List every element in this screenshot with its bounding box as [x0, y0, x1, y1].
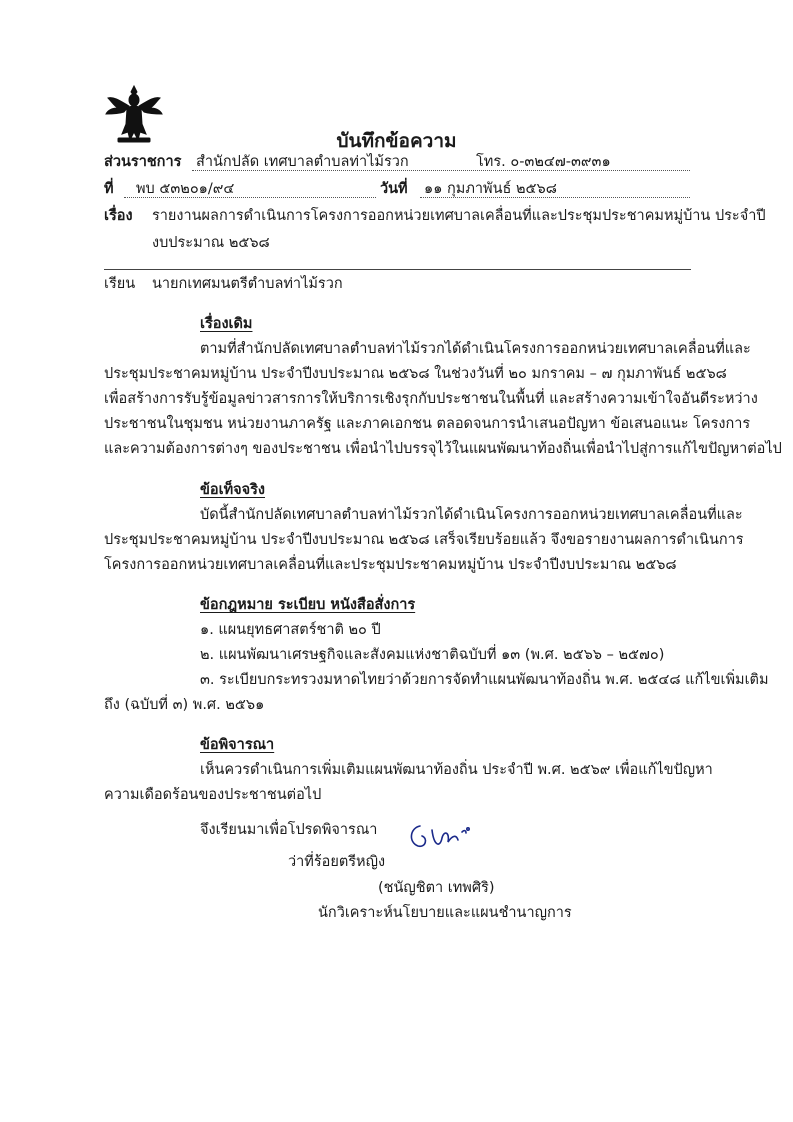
- reference-dotted-line: [124, 197, 376, 198]
- law-item: ๒. แผนพัฒนาเศรษฐกิจและสังคมแห่งชาติฉบับที่ ๑๓ (พ.ศ. ๒๕๖๖ – ๒๕๗๐): [200, 647, 665, 663]
- consideration-heading: ข้อพิจารณา: [200, 737, 275, 753]
- signer-name: (ชนัญชิตา เทพศิริ): [378, 880, 495, 896]
- background-line: ประชุมประชาคมหมู่บ้าน ประจำปีงบประมาณ ๒๕๖๘ ในช่วงวันที่ ๒๐ มกราคม – ๗ กุมภาพันธ์ ๒๕๖๘: [104, 366, 727, 382]
- handwritten-signature: [402, 816, 478, 852]
- law-item: ๓. ระเบียบกระทรวงมหาดไทยว่าด้วยการจัดทำแผนพัฒนาท้องถิ่น พ.ศ. ๒๕๔๘ แก้ไขเพิ่มเติม: [200, 672, 769, 688]
- facts-line: ประชุมประชาคมหมู่บ้าน ประจำปีงบประมาณ ๒๕๖๘ เสร็จเรียบร้อยแล้ว จึงขอรายงานผลการดำเนินการ: [104, 532, 744, 548]
- date-label: วันที่: [380, 181, 408, 197]
- department-value: สำนักปลัด เทศบาลตำบลท่าไม้รวก: [196, 154, 409, 170]
- facts-heading: ข้อเท็จจริง: [200, 482, 265, 498]
- addressee-value: นายกเทศมนตรีตำบลท่าไม้รวก: [152, 276, 343, 292]
- subject-label: เรื่อง: [104, 208, 133, 224]
- consideration-line: เห็นควรดำเนินการเพิ่มเติมแผนพัฒนาท้องถิ่น ประจำปี พ.ศ. ๒๕๖๙ เพื่อแก้ไขปัญหา: [200, 762, 713, 778]
- background-heading: เรื่องเดิม: [200, 316, 253, 332]
- consideration-line: ความเดือดร้อนของประชาชนต่อไป: [104, 787, 322, 803]
- closing-text: จึงเรียนมาเพื่อโปรดพิจารณา: [200, 822, 378, 838]
- background-line: ประชาชนในชุมชน หน่วยงานภาครัฐ และภาคเอกชน ตลอดจนการนำเสนอปัญหา ข้อเสนอแนะ โครงการ: [104, 416, 751, 432]
- facts-line: โครงการออกหน่วยเทศบาลเคลื่อนที่และประชุมประชาคมหมู่บ้าน ประจำปีงบประมาณ ๒๕๖๘: [104, 557, 677, 573]
- date-dotted-line: [420, 197, 690, 198]
- department-label: ส่วนราชการ: [104, 154, 182, 170]
- reference-label: ที่: [104, 181, 114, 197]
- phone-number: โทร. ๐-๓๒๔๗-๓๙๓๑: [476, 154, 611, 170]
- signer-position: นักวิเคราะห์นโยบายและแผนชำนาญการ: [318, 905, 572, 921]
- department-dotted-line: [192, 170, 690, 171]
- reference-value: พบ ๕๓๒๐๑/๙๔: [136, 181, 235, 197]
- subject-line-1: รายงานผลการดำเนินการโครงการออกหน่วยเทศบาลเคลื่อนที่และประชุมประชาคมหมู่บ้าน ประจำปี: [152, 208, 766, 224]
- law-item: ๑. แผนยุทธศาสตร์ชาติ ๒๐ ปี: [200, 622, 381, 638]
- subject-line-2: งบประมาณ ๒๕๖๘: [152, 235, 270, 251]
- signer-rank: ว่าที่ร้อยตรีหญิง: [288, 854, 386, 870]
- laws-heading: ข้อกฎหมาย ระเบียบ หนังสือสั่งการ: [200, 597, 416, 613]
- facts-line: บัดนี้สำนักปลัดเทศบาลตำบลท่าไม้รวกได้ดำเนินโครงการออกหน่วยเทศบาลเคลื่อนที่และ: [200, 507, 743, 523]
- date-value: ๑๑ กุมภาพันธ์ ๒๕๖๘: [424, 181, 557, 197]
- header-divider: [104, 269, 691, 270]
- background-line: ตามที่สำนักปลัดเทศบาลตำบลท่าไม้รวกได้ดำเนินโครงการออกหน่วยเทศบาลเคลื่อนที่และ: [200, 341, 751, 357]
- background-line: และความต้องการต่างๆ ของประชาชน เพื่อนำไปบรรจุไว้ในแผนพัฒนาท้องถิ่นเพื่อนำไปสู่การแก้ไขปัญหาต่อไป: [104, 441, 782, 457]
- memo-title: บันทึกข้อความ: [336, 130, 457, 152]
- law-item-continuation: ถึง (ฉบับที่ ๓) พ.ศ. ๒๕๖๑: [104, 697, 265, 713]
- addressee-label: เรียน: [104, 276, 136, 292]
- background-line: เพื่อสร้างการรับรู้ข้อมูลข่าวสารการให้บริการเชิงรุกกับประชาชนในพื้นที่ และสร้างความเข้าใจอันดีระหว่าง: [104, 391, 758, 407]
